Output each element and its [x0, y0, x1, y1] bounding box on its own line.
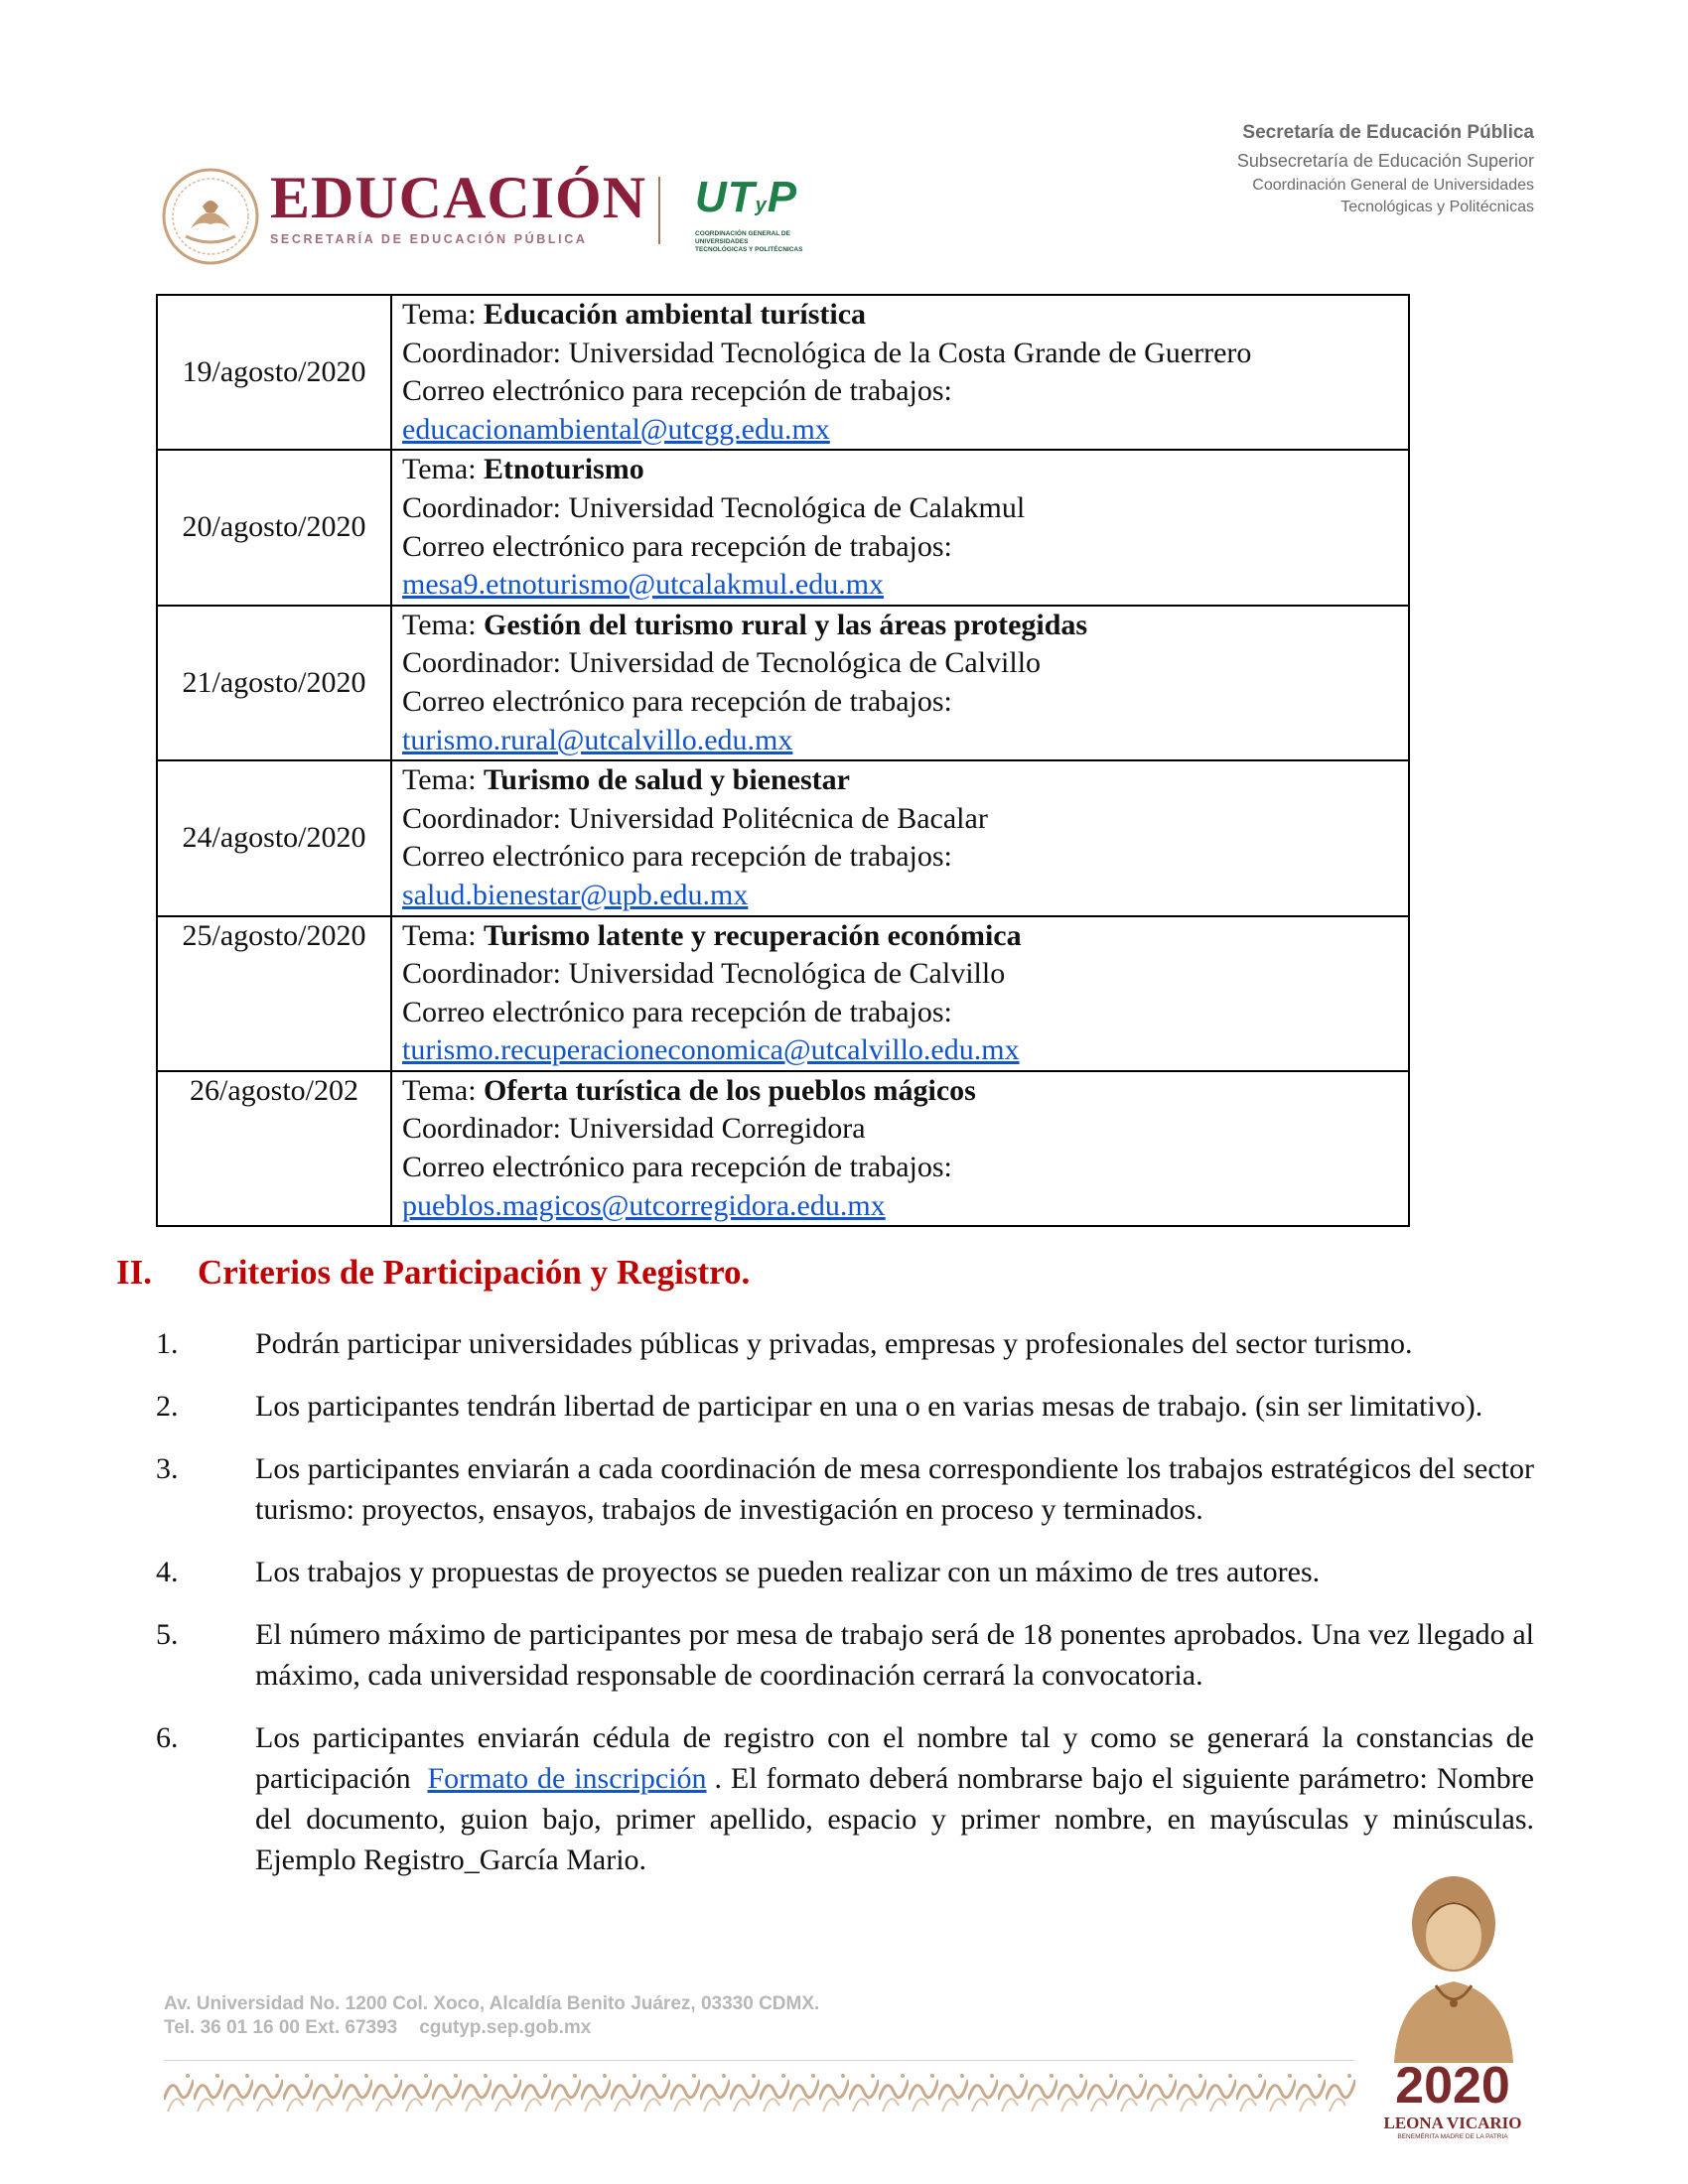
- row-tema: Tema: Turismo latente y recuperación económica: [402, 918, 1022, 952]
- row-email-label: Correo electrónico para recepción de trabajos:: [402, 1151, 952, 1184]
- section-title-text: Criterios de Participación y Registro.: [198, 1253, 751, 1292]
- row-email-label: Correo electrónico para recepción de trabajos:: [402, 995, 952, 1028]
- row-coordinator: Coordinador: Universidad Tecnológica de Calvillo: [402, 957, 1006, 991]
- row-tema: Tema: Etnoturismo: [402, 453, 644, 486]
- header-institution: [1237, 119, 1534, 218]
- row-date: 26/agosto/202: [157, 1071, 391, 1226]
- table-row: [157, 916, 1409, 1071]
- row-email-link[interactable]: turismo.rural@utcalvillo.edu.mx: [402, 723, 793, 756]
- list-item: 5. El número máximo de participantes por mesa de trabajo será de 18 ponentes aprobados. Una vez llegado al máximo, cada universidad responsable de coordinación cerrará la convocatoria.: [156, 1618, 1534, 1692]
- row-date: 25/agosto/2020: [157, 916, 391, 1071]
- footer-divider: [164, 2060, 1355, 2061]
- registration-form-link[interactable]: Formato de inscripción: [427, 1762, 707, 1795]
- row-email-label: Correo electrónico para recepción de trabajos:: [402, 529, 952, 563]
- row-email-link[interactable]: salud.bienestar@upb.edu.mx: [402, 878, 749, 911]
- row-info: [391, 760, 1409, 915]
- list-item: 3. Los participantes enviarán a cada coordinación de mesa correspondiente los trabajos estratégicos del sector turismo: proyectos, ensayos, trabajos de investigación en proceso y terminados.: [156, 1452, 1534, 1526]
- row-tema: Tema: Gestión del turismo rural y las áreas protegidas: [402, 608, 1088, 641]
- leona-vicario-portrait-icon: [1374, 1864, 1533, 2063]
- row-info: [391, 1071, 1409, 1226]
- row-tema: Tema: Turismo de salud y bienestar: [402, 763, 850, 797]
- table-row: [157, 1071, 1409, 1226]
- row-coordinator: Coordinador: Universidad Politécnica de Bacalar: [402, 801, 988, 835]
- badge-year: 2020: [1395, 2057, 1510, 2115]
- header-line-cgut-2: Tecnológicas y Politécnicas: [1340, 199, 1534, 215]
- row-date: 19/agosto/2020: [157, 295, 391, 450]
- row-coordinator: Coordinador: Universidad Corregidora: [402, 1112, 866, 1146]
- row-info: [391, 450, 1409, 605]
- row-email-label: Correo electrónico para recepción de trabajos:: [402, 840, 952, 874]
- row-info: [391, 606, 1409, 760]
- row-email-label: Correo electrónico para recepción de trabajos:: [402, 684, 952, 718]
- row-coordinator: Coordinador: Universidad Tecnológica de Calakmul: [402, 490, 1026, 524]
- row-date: 20/agosto/2020: [157, 450, 391, 605]
- row-info: [391, 295, 1409, 450]
- table-row: [157, 606, 1409, 760]
- decorative-pattern-icon: [164, 2070, 1355, 2114]
- utp-logo-caption: COORDINACIÓN GENERAL DE UNIVERSIDADES TECNOLÓGICAS Y POLITÉCNICAS: [695, 230, 803, 253]
- utp-logo: [695, 175, 834, 254]
- utp-logo-mark: UTyP: [695, 173, 798, 221]
- row-tema: Tema: Oferta turística de los pueblos mágicos: [402, 1073, 976, 1107]
- work-tables-schedule: [156, 294, 1410, 1227]
- header-line-ses: Subsecretaría de Educación Superior: [1236, 151, 1534, 171]
- national-seal-icon: [161, 167, 260, 266]
- row-email-link[interactable]: mesa9.etnoturismo@utcalakmul.edu.mx: [402, 568, 885, 602]
- list-item: 4. Los trabajos y propuestas de proyectos se pueden realizar con un máximo de tres autores.: [156, 1556, 1321, 1588]
- row-coordinator: Coordinador: Universidad Tecnológica de la Costa Grande de Guerrero: [402, 336, 1252, 369]
- criteria-list: [156, 1323, 1534, 1902]
- logo-divider: [658, 177, 660, 244]
- badge-name: LEONA VICARIO: [1383, 2114, 1522, 2132]
- list-item: 2. Los participantes tendrán libertad de participar en una o en varias mesas de trabajo. (sin ser limitativo).: [156, 1390, 1483, 1423]
- footer-website: cgutyp.sep.gob.mx: [419, 2017, 592, 2038]
- table-row: [157, 450, 1409, 605]
- educacion-logo: [270, 167, 646, 246]
- header-line-sep: Secretaría de Educación Pública: [1242, 122, 1534, 143]
- header-line-cgut: Coordinación General de Universidades: [1252, 177, 1534, 194]
- row-tema: Tema: Educación ambiental turística: [402, 298, 867, 331]
- section-title: [116, 1251, 750, 1295]
- footer-phone: Tel. 36 01 16 00 Ext. 67393: [164, 2017, 398, 2038]
- section-number: II.: [116, 1253, 152, 1292]
- table-row: [157, 295, 1409, 450]
- row-date: 21/agosto/2020: [157, 606, 391, 760]
- row-email-link[interactable]: pueblos.magicos@utcorregidora.edu.mx: [402, 1188, 886, 1222]
- row-email-link[interactable]: turismo.recuperacioneconomica@utcalvillo.edu.mx: [402, 1033, 1020, 1067]
- badge-subtitle: BENEMÉRITA MADRE DE LA PATRIA: [1397, 2133, 1508, 2140]
- row-info: [391, 916, 1409, 1071]
- educacion-logo-subtitle: SECRETARÍA DE EDUCACIÓN PÚBLICA: [270, 232, 588, 246]
- list-item: 1. Podrán participar universidades públicas y privadas, empresas y profesionales del sector turismo.: [156, 1327, 1413, 1360]
- list-item: 6. Los participantes enviarán cédula de registro con el nombre tal y como se generará la constancias de participación Formato de inscripción . El formato deberá nombrarse bajo el siguiente parámetro: Nombre del documento, guion bajo, primer apellido, espacio y primer nombre, en mayúsculas y minúsculas. Ejemplo Registro_García Mario.: [156, 1721, 1534, 1876]
- row-email-label: Correo electrónico para recepción de trabajos:: [402, 374, 952, 408]
- row-coordinator: Coordinador: Universidad de Tecnológica de Calvillo: [402, 646, 1042, 680]
- row-date: 24/agosto/2020: [157, 760, 391, 915]
- educacion-logo-title: EDUCACIÓN: [270, 165, 647, 230]
- footer-contact: [164, 1992, 819, 2040]
- row-email-link[interactable]: educacionambiental@utcgg.edu.mx: [402, 412, 830, 446]
- table-row: [157, 760, 1409, 915]
- footer-address: Av. Universidad No. 1200 Col. Xoco, Alcaldía Benito Juárez, 03330 CDMX.: [164, 1993, 820, 2014]
